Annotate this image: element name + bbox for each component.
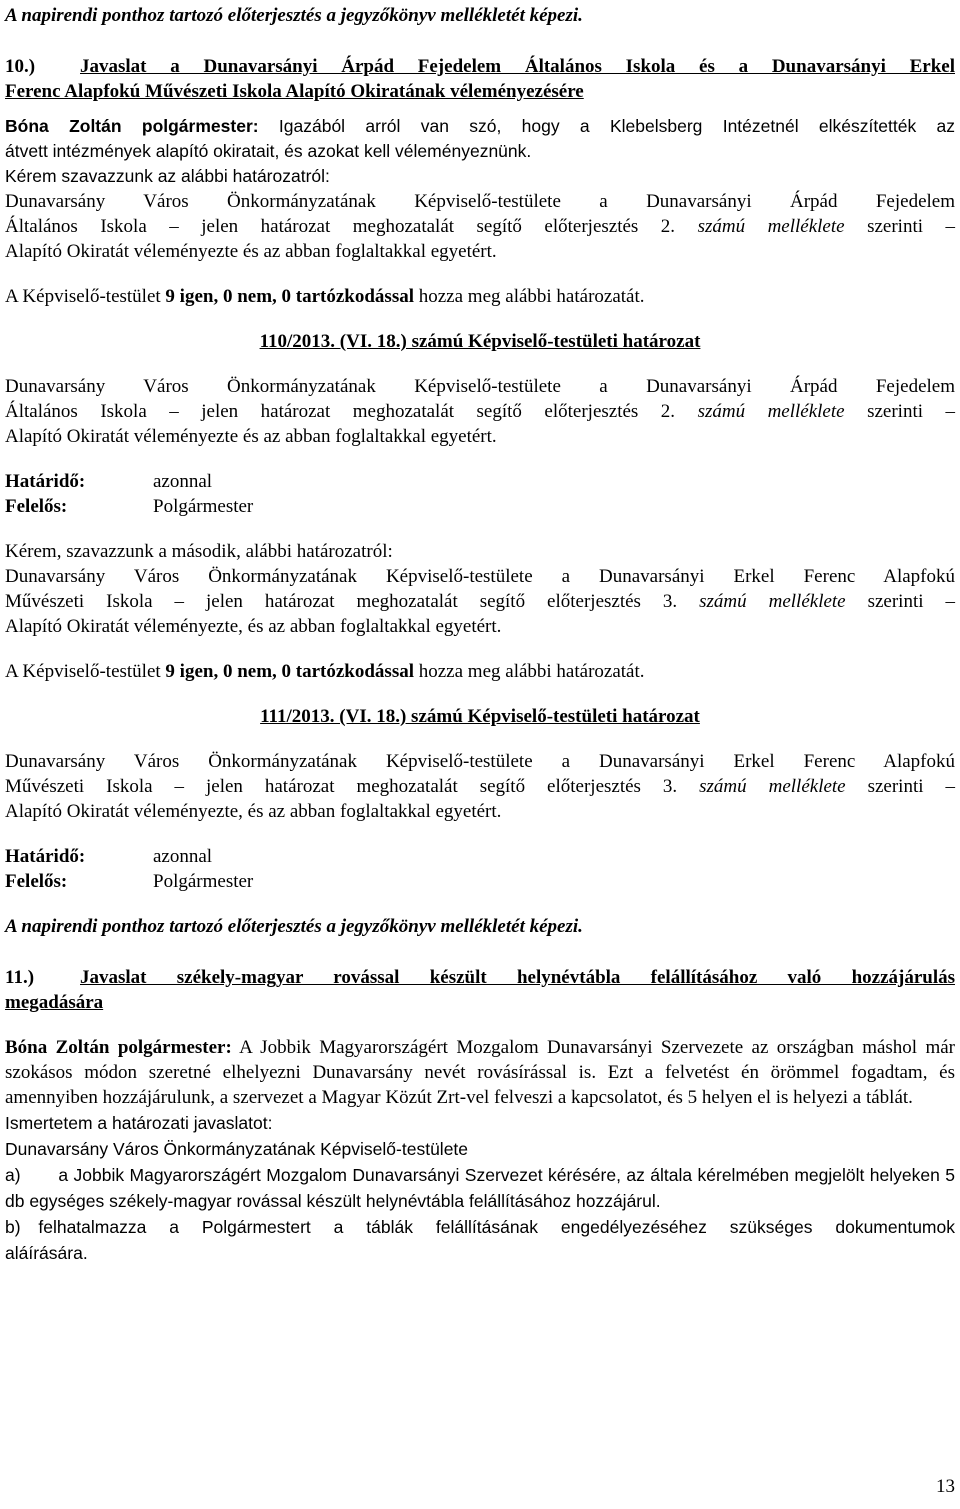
speaker-name: Bóna Zoltán polgármester: bbox=[5, 116, 259, 136]
proposal-2 bbox=[5, 564, 955, 639]
deadline-value: azonnal bbox=[153, 471, 213, 492]
proposal-2-line1: Dunavarsány Város Önkormányzatának Képviselő-testülete a Dunavarsányi Erkel Ferenc Alapfokú bbox=[5, 566, 955, 587]
proposal-1 bbox=[5, 189, 955, 264]
vote-result-1: A Képviselő-testület 9 igen, 0 nem, 0 tartózkodással hozza meg alábbi határozatát. bbox=[5, 286, 645, 307]
proposal-1-line3: Alapító Okiratát véleményezte és az abban foglaltakkal egyetért. bbox=[5, 241, 497, 262]
responsible-label: Felelős: bbox=[5, 496, 68, 517]
resolution-1-deadline bbox=[5, 469, 955, 519]
resolution-2-line2: Művészeti Iskola – jelen határozat meghozatalát segítő előterjesztés 3. számú melléklete szerinti – bbox=[5, 776, 955, 797]
item-10-speech-line1: Bóna Zoltán polgármester: Igazából arról van szó, hogy a Klebelsberg Intézetnél elkészítették az bbox=[5, 116, 955, 136]
proposal-2-line3: Alapító Okiratát véleményezte, és az abban foglaltakkal egyetért. bbox=[5, 616, 502, 637]
resolution-1-line1: Dunavarsány Város Önkormányzatának Képviselő-testülete a Dunavarsányi Árpád Fejedelem bbox=[5, 376, 955, 397]
resolution-1-line3: Alapító Okiratát véleményezte és az abban foglaltakkal egyetért. bbox=[5, 426, 497, 447]
vote-result-2: A Képviselő-testület 9 igen, 0 nem, 0 tartózkodással hozza meg alábbi határozatát. bbox=[5, 661, 645, 682]
item-10-heading bbox=[5, 54, 955, 79]
proposal-1-line2: Általános Iskola – jelen határozat meghozatalát segítő előterjesztés 2. számú melléklete szerinti – bbox=[5, 216, 955, 237]
item-11-title-line2: megadására bbox=[5, 992, 104, 1013]
document-page bbox=[5, 3, 955, 1266]
annex-note-2: A napirendi ponthoz tartozó előterjesztés a jegyzőkönyv mellékletét képezi. bbox=[5, 916, 583, 937]
item-11-intro: Ismertetem a határozati javaslatot: bbox=[5, 1113, 273, 1133]
resolution-1-body bbox=[5, 374, 955, 449]
item-11-number: 11.) bbox=[5, 967, 35, 988]
deadline-label: Határidő: bbox=[5, 471, 86, 492]
resolution-1-line2: Általános Iskola – jelen határozat meghozatalát segítő előterjesztés 2. számú melléklete szerinti – bbox=[5, 401, 955, 422]
item-11-heading bbox=[5, 965, 955, 990]
responsible-value: Polgármester bbox=[153, 496, 254, 517]
item-11-point-b: b) felhatalmazza a Polgármestert a táblák felállításának engedélyezéséhez szükséges dokumentumok aláírására. bbox=[5, 1217, 955, 1263]
proposal-2-line2: Művészeti Iskola – jelen határozat meghozatalát segítő előterjesztés 3. számú melléklete szerinti – bbox=[5, 591, 955, 612]
resolution-2-body bbox=[5, 749, 955, 824]
item-10-title-line1: Javaslat a Dunavarsányi Árpád Fejedelem Általános Iskola és a Dunavarsányi Erkel bbox=[80, 56, 955, 77]
annex-note: A napirendi ponthoz tartozó előterjesztés a jegyzőkönyv mellékletét képezi. bbox=[5, 5, 583, 26]
item-11-proposal bbox=[5, 1110, 955, 1266]
vote-request-1: Kérem szavazzunk az alábbi határozatról: bbox=[5, 166, 330, 186]
item-11-body-heading: Dunavarsány Város Önkormányzatának Képviselő-testülete bbox=[5, 1139, 469, 1159]
page-number: 13 bbox=[936, 1476, 955, 1497]
item-11-title-line1: Javaslat székely-magyar rovással készült helynévtábla felállításához való hozzájárulás bbox=[80, 967, 955, 988]
item-11-point-a: a) a Jobbik Magyarországért Mozgalom Dunavarsányi Szervezet kérésére, az általa kérelmében megjelölt helyeken 5 db egységes székely-magyar rovással készült helynévtábla felállításához hozzájárul. bbox=[5, 1165, 955, 1211]
resolution-2-line1: Dunavarsány Város Önkormányzatának Képviselő-testülete a Dunavarsányi Erkel Ferenc Alapfokú bbox=[5, 751, 955, 772]
resolution-1-title: 110/2013. (VI. 18.) számú Képviselő-testületi határozat bbox=[259, 331, 701, 352]
item-10-speech-block bbox=[5, 114, 955, 189]
deadline-value: azonnal bbox=[153, 846, 213, 867]
resolution-2-title: 111/2013. (VI. 18.) számú Képviselő-testületi határozat bbox=[260, 706, 700, 727]
speaker-name: Bóna Zoltán polgármester: bbox=[5, 1037, 232, 1058]
item-10-number: 10.) bbox=[5, 56, 36, 77]
vote-request-2: Kérem, szavazzunk a második, alábbi határozatról: bbox=[5, 541, 393, 562]
proposal-1-line1: Dunavarsány Város Önkormányzatának Képviselő-testülete a Dunavarsányi Árpád Fejedelem bbox=[5, 191, 955, 212]
deadline-label: Határidő: bbox=[5, 846, 86, 867]
responsible-value: Polgármester bbox=[153, 871, 254, 892]
resolution-2-deadline bbox=[5, 844, 955, 894]
resolution-2-line3: Alapító Okiratát véleményezte, és az abban foglaltakkal egyetért. bbox=[5, 801, 502, 822]
item-10-title-line2: Ferenc Alapfokú Művészeti Iskola Alapító Okiratának véleményezésére bbox=[5, 81, 584, 102]
item-11-speech: Bóna Zoltán polgármester: A Jobbik Magyarországért Mozgalom Dunavarsányi Szervezete az országban máshol már szokásos módon szeretné elhelyezni Dunavarsány nevét rovásírással is. Ezt a felvetést én örömmel fogadtam, és amennyiben hozzájárulunk, a szervezet a Magyar Közút Zrt-vel felveszi a kapcsolatot, és 5 helyen el is helyezi a táblát. bbox=[5, 1037, 955, 1108]
responsible-label: Felelős: bbox=[5, 871, 68, 892]
item-10-speech-line2: átvett intézmények alapító okiratait, és azokat kell véleményeznünk. bbox=[5, 141, 532, 161]
